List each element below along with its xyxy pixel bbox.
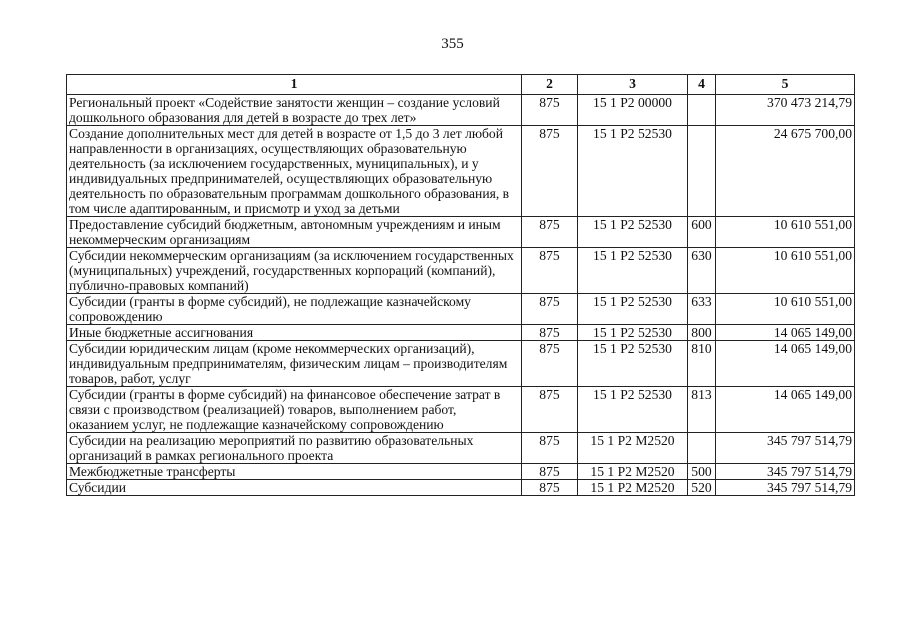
table-row [67,433,855,464]
row-kind-code: 800 [688,325,716,341]
table-row [67,95,855,126]
row-amount: 14 065 149,00 [716,325,855,341]
row-kind-code [688,126,716,217]
row-amount: 345 797 514,79 [716,464,855,480]
row-name: Межбюджетные трансферты [67,464,522,480]
row-target-code: 15 1 Р2 52530 [578,126,688,217]
header-col-3: 3 [578,75,688,95]
row-target-code: 15 1 Р2 М2520 [578,480,688,496]
table-row [67,217,855,248]
row-name: Субсидии [67,480,522,496]
row-amount: 10 610 551,00 [716,217,855,248]
header-col-5: 5 [716,75,855,95]
row-amount: 14 065 149,00 [716,387,855,433]
row-name: Субсидии (гранты в форме субсидий), не подлежащие казначейскому сопровождению [67,294,522,325]
row-kind-code: 810 [688,341,716,387]
row-admin-code: 875 [522,387,578,433]
row-name: Региональный проект «Содействие занятости женщин – создание условий дошкольного образования для детей в возрасте до трех лет» [67,95,522,126]
row-admin-code: 875 [522,95,578,126]
row-amount: 10 610 551,00 [716,294,855,325]
row-amount: 14 065 149,00 [716,341,855,387]
table-row [67,387,855,433]
row-name: Субсидии (гранты в форме субсидий) на финансовое обеспечение затрат в связи с производством (реализацией) товаров, выполнением работ, оказанием услуг, не подлежащие казначейскому сопровождению [67,387,522,433]
row-target-code: 15 1 Р2 52530 [578,325,688,341]
table-row [67,126,855,217]
row-admin-code: 875 [522,294,578,325]
row-amount: 10 610 551,00 [716,248,855,294]
row-name: Субсидии на реализацию мероприятий по развитию образовательных организаций в рамках регионального проекта [67,433,522,464]
row-kind-code: 813 [688,387,716,433]
row-kind-code: 630 [688,248,716,294]
header-col-4: 4 [688,75,716,95]
row-kind-code: 500 [688,464,716,480]
row-target-code: 15 1 Р2 52530 [578,248,688,294]
table-row [67,248,855,294]
table-row [67,325,855,341]
row-admin-code: 875 [522,433,578,464]
row-name: Иные бюджетные ассигнования [67,325,522,341]
row-kind-code: 520 [688,480,716,496]
row-amount: 345 797 514,79 [716,480,855,496]
table-row [67,294,855,325]
row-target-code: 15 1 Р2 М2520 [578,433,688,464]
row-target-code: 15 1 Р2 52530 [578,387,688,433]
row-amount: 24 675 700,00 [716,126,855,217]
page-number: 355 [441,36,464,52]
row-kind-code [688,433,716,464]
row-kind-code [688,95,716,126]
header-col-2: 2 [522,75,578,95]
row-kind-code: 600 [688,217,716,248]
row-admin-code: 875 [522,248,578,294]
row-name: Создание дополнительных мест для детей в возрасте от 1,5 до 3 лет любой направленности в организациях, осуществляющих образовательную деятельность (за исключением государственных, муниципальных), и у индивидуальных предпринимателей, осуществляющих образовательную деятельность по образовательным программам дошкольного образования, в том числе адаптированным, и присмотр и уход за детьми [67,126,522,217]
row-admin-code: 875 [522,325,578,341]
row-admin-code: 875 [522,217,578,248]
table-row [67,480,855,496]
row-kind-code: 633 [688,294,716,325]
table-row [67,341,855,387]
row-amount: 345 797 514,79 [716,433,855,464]
row-target-code: 15 1 Р2 52530 [578,217,688,248]
row-admin-code: 875 [522,341,578,387]
row-target-code: 15 1 Р2 00000 [578,95,688,126]
header-col-1: 1 [67,75,522,95]
row-admin-code: 875 [522,464,578,480]
row-target-code: 15 1 Р2 52530 [578,341,688,387]
row-admin-code: 875 [522,480,578,496]
table-row [67,464,855,480]
budget-table [66,74,855,496]
table-header-row [67,75,855,95]
row-target-code: 15 1 Р2 52530 [578,294,688,325]
row-target-code: 15 1 Р2 М2520 [578,464,688,480]
row-admin-code: 875 [522,126,578,217]
row-amount: 370 473 214,79 [716,95,855,126]
row-name: Субсидии юридическим лицам (кроме некоммерческих организаций), индивидуальным предпринимателям, физическим лицам – производителям товаров, работ, услуг [67,341,522,387]
row-name: Субсидии некоммерческим организациям (за исключением государственных (муниципальных) учреждений, государственных корпораций (компаний), публично-правовых компаний) [67,248,522,294]
row-name: Предоставление субсидий бюджетным, автономным учреждениям и иным некоммерческим организациям [67,217,522,248]
